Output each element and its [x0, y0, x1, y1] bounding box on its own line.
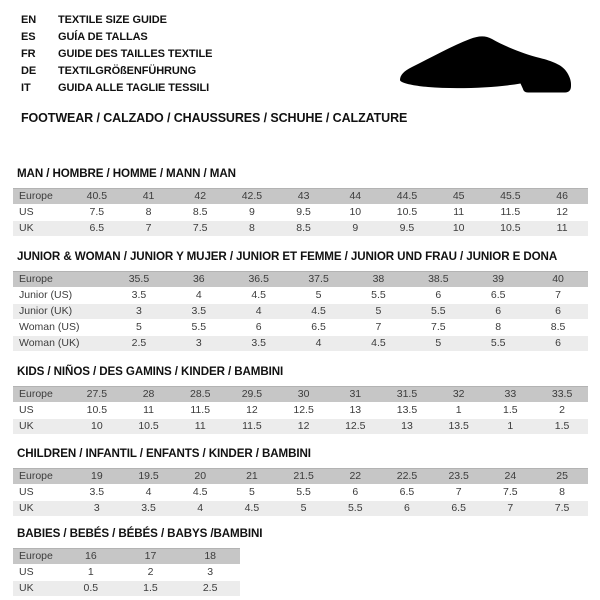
size-cell: 6.5: [71, 221, 123, 236]
size-cell: 7: [375, 321, 382, 333]
size-cell: 5: [136, 321, 142, 333]
size-cell: 4: [145, 486, 152, 498]
size-cell: 7.5: [536, 501, 588, 516]
language-code: FR: [21, 48, 36, 60]
row-label: US: [19, 566, 34, 578]
table-row: [13, 205, 588, 220]
size-cell: 5: [278, 501, 330, 516]
table-row: [13, 221, 588, 236]
size-cell: 45.5: [485, 188, 537, 204]
size-cell: 5.5: [408, 304, 468, 319]
size-section: [13, 365, 588, 435]
size-cell: 8: [559, 486, 566, 498]
size-cell: 17: [121, 548, 181, 564]
section-title: CHILDREN / INFANTIL / ENFANTS / KINDER / BAMBINI: [17, 447, 311, 460]
size-section: [13, 447, 588, 517]
size-cell: 1: [485, 419, 537, 434]
size-cell: 32: [433, 386, 485, 402]
size-table: [13, 467, 588, 517]
row-label: US: [19, 404, 34, 416]
size-cell: 6: [435, 289, 442, 301]
table-row: [13, 501, 588, 516]
size-cell: 4.5: [226, 501, 278, 516]
language-code: IT: [21, 82, 31, 94]
size-cell: 40: [528, 271, 588, 287]
size-cell: 7.5: [89, 206, 105, 218]
size-table: [13, 385, 588, 435]
size-cell: 0.5: [61, 581, 121, 596]
section-title: JUNIOR & WOMAN / JUNIOR Y MUJER / JUNIOR ET FEMME / JUNIOR UND FRAU / JUNIOR E DONA: [17, 250, 558, 263]
row-label: UK: [13, 581, 61, 596]
size-table: [13, 187, 588, 237]
size-cell: 3.5: [229, 336, 289, 351]
size-cell: 38.5: [408, 271, 468, 287]
size-cell: 3.5: [89, 486, 105, 498]
size-cell: 9: [329, 221, 381, 236]
size-cell: 23.5: [433, 468, 485, 484]
size-cell: 4.5: [192, 486, 208, 498]
size-cell: 44.5: [381, 188, 433, 204]
size-cell: 1.5: [121, 581, 181, 596]
size-cell: 5.5: [468, 336, 528, 351]
size-cell: 6.5: [399, 486, 415, 498]
size-cell: 1: [455, 404, 462, 416]
size-cell: 8: [145, 206, 152, 218]
size-cell: 7: [555, 289, 561, 301]
size-cell: 35.5: [109, 271, 169, 287]
size-cell: 8.5: [192, 206, 208, 218]
size-section: [13, 527, 588, 597]
category-line: FOOTWEAR / CALZADO / CHAUSSURES / SCHUHE / CALZATURE: [21, 111, 408, 125]
size-cell: 12.5: [329, 419, 381, 434]
language-code: EN: [21, 14, 37, 26]
size-cell: 11.5: [500, 206, 521, 218]
size-cell: 10.5: [396, 206, 418, 218]
size-cell: 28.5: [174, 386, 226, 402]
table-row: [13, 304, 588, 319]
size-section: [13, 250, 588, 352]
size-cell: 10: [71, 419, 123, 434]
row-label: Woman (UK): [13, 336, 109, 351]
row-label: Junior (UK): [13, 304, 109, 319]
size-cell: 1.5: [536, 419, 588, 434]
size-cell: 37.5: [289, 271, 349, 287]
size-cell: 5: [315, 289, 322, 301]
size-cell: 2: [559, 404, 566, 416]
size-cell: 10: [349, 206, 362, 218]
size-cell: 5: [248, 486, 255, 498]
size-cell: 6: [468, 304, 528, 319]
size-cell: 7.5: [431, 321, 446, 333]
size-cell: 4.5: [349, 336, 409, 351]
size-cell: 6.5: [311, 321, 326, 333]
size-cell: 8.5: [550, 321, 566, 333]
table-row: [13, 320, 588, 335]
size-cell: 5.5: [329, 501, 381, 516]
table-row: [13, 403, 588, 418]
size-cell: 4.5: [251, 289, 266, 301]
size-cell: 33: [485, 386, 537, 402]
row-label: Europe: [13, 271, 109, 287]
row-label: Europe: [13, 468, 71, 484]
language-title: TEXTILGRÖßENFÜHRUNG: [58, 65, 197, 77]
size-cell: 28: [123, 386, 175, 402]
size-cell: 6: [381, 501, 433, 516]
size-cell: 31.5: [381, 386, 433, 402]
row-label: US: [19, 486, 34, 498]
size-cell: 12: [246, 404, 258, 416]
size-cell: 22.5: [381, 468, 433, 484]
size-cell: 4: [195, 289, 202, 301]
size-cell: 3: [207, 566, 214, 578]
size-cell: 42.5: [226, 188, 278, 204]
size-cell: 8.5: [278, 221, 330, 236]
table-row: [13, 419, 588, 434]
size-cell: 8: [226, 221, 278, 236]
row-label: Junior (US): [19, 289, 73, 301]
size-cell: 27.5: [71, 386, 123, 402]
size-cell: 1.5: [503, 404, 518, 416]
size-cell: 3: [71, 501, 123, 516]
size-cell: 6: [255, 321, 262, 333]
language-code: DE: [21, 65, 37, 77]
size-cell: 3: [169, 336, 229, 351]
size-cell: 13.5: [433, 419, 485, 434]
size-cell: 7.5: [503, 486, 518, 498]
size-cell: 13: [381, 419, 433, 434]
table-row: [13, 386, 588, 402]
section-title: BABIES / BEBÉS / BÉBÉS / BABYS /BAMBINI: [17, 527, 263, 540]
size-cell: 3.5: [131, 289, 147, 301]
size-cell: 7: [123, 221, 175, 236]
size-cell: 33.5: [536, 386, 588, 402]
size-section: [13, 167, 588, 237]
size-cell: 43: [278, 188, 330, 204]
size-cell: 10.5: [123, 419, 175, 434]
shoe-icon: [398, 34, 578, 98]
size-cell: 21.5: [278, 468, 330, 484]
size-cell: 5: [349, 304, 409, 319]
size-cell: 30: [278, 386, 330, 402]
size-cell: 4: [289, 336, 349, 351]
row-label: Woman (US): [19, 321, 80, 333]
size-cell: 6.5: [433, 501, 485, 516]
section-title: MAN / HOMBRE / HOMME / MANN / MAN: [17, 167, 236, 180]
size-cell: 40.5: [71, 188, 123, 204]
size-cell: 18: [180, 548, 240, 564]
size-cell: 10.5: [485, 221, 537, 236]
size-cell: 12: [278, 419, 330, 434]
language-title: GUIDA ALLE TAGLIE TESSILI: [58, 82, 210, 94]
size-cell: 11: [453, 206, 465, 218]
size-cell: 7: [485, 501, 537, 516]
size-tables: [13, 167, 588, 597]
size-cell: 39: [468, 271, 528, 287]
size-cell: 9.5: [381, 221, 433, 236]
size-cell: 7.5: [174, 221, 226, 236]
table-row: [13, 468, 588, 484]
size-cell: 20: [174, 468, 226, 484]
size-cell: 41: [123, 188, 175, 204]
size-cell: 5.5: [371, 289, 386, 301]
size-cell: 2.5: [109, 336, 169, 351]
size-cell: 4: [174, 501, 226, 516]
size-cell: 36.5: [229, 271, 289, 287]
table-row: [13, 565, 240, 580]
size-cell: 4.5: [289, 304, 349, 319]
size-cell: 8: [495, 321, 502, 333]
size-cell: 42: [174, 188, 226, 204]
table-row: [13, 485, 588, 500]
size-cell: 11: [174, 419, 226, 434]
size-cell: 31: [329, 386, 381, 402]
row-label: UK: [13, 501, 71, 516]
size-cell: 12.5: [293, 404, 314, 416]
size-cell: 6: [352, 486, 359, 498]
table-row: [13, 188, 588, 204]
table-row: [13, 288, 588, 303]
size-cell: 22: [329, 468, 381, 484]
language-title: GUÍA DE TALLAS: [58, 31, 148, 43]
row-label: Europe: [13, 188, 71, 204]
table-row: [13, 336, 588, 351]
size-cell: 6.5: [490, 289, 506, 301]
size-cell: 29.5: [226, 386, 278, 402]
size-cell: 21: [226, 468, 278, 484]
size-cell: 7: [455, 486, 462, 498]
shoe-silhouette: [398, 34, 578, 98]
size-cell: 9.5: [296, 206, 311, 218]
size-cell: 6: [528, 304, 588, 319]
language-code: ES: [21, 31, 36, 43]
size-cell: 13: [349, 404, 362, 416]
size-cell: 3.5: [169, 304, 229, 319]
size-cell: 46: [536, 188, 588, 204]
row-label: US: [19, 206, 34, 218]
size-cell: 2: [147, 566, 154, 578]
size-cell: 25: [536, 468, 588, 484]
size-cell: 10: [433, 221, 485, 236]
size-cell: 19.5: [123, 468, 175, 484]
size-cell: 9: [248, 206, 255, 218]
size-cell: 44: [329, 188, 381, 204]
size-cell: 12: [556, 206, 568, 218]
size-cell: 5.5: [191, 321, 207, 333]
language-title: TEXTILE SIZE GUIDE: [58, 14, 167, 26]
row-label: Europe: [13, 548, 61, 564]
size-cell: 3.5: [123, 501, 175, 516]
size-cell: 11: [536, 221, 588, 236]
size-cell: 10.5: [86, 404, 108, 416]
size-cell: 45: [433, 188, 485, 204]
size-cell: 3: [109, 304, 169, 319]
size-cell: 11.5: [190, 404, 211, 416]
language-row: [13, 12, 588, 29]
size-cell: 24: [485, 468, 537, 484]
size-cell: 5: [408, 336, 468, 351]
language-title: GUIDE DES TAILLES TEXTILE: [58, 48, 213, 60]
size-cell: 2.5: [180, 581, 240, 596]
row-label: UK: [13, 221, 71, 236]
size-cell: 36: [169, 271, 229, 287]
size-cell: 38: [349, 271, 409, 287]
table-row: [13, 548, 240, 564]
size-cell: 1: [87, 566, 94, 578]
size-cell: 11.5: [226, 419, 278, 434]
size-table: [13, 547, 240, 597]
size-cell: 5.5: [296, 486, 311, 498]
table-row: [13, 581, 240, 596]
size-table: [13, 270, 588, 352]
size-cell: 16: [61, 548, 121, 564]
table-row: [13, 271, 588, 287]
row-label: Europe: [13, 386, 71, 402]
size-cell: 6: [528, 336, 588, 351]
size-cell: 11: [143, 404, 154, 416]
size-cell: 4: [229, 304, 289, 319]
row-label: UK: [13, 419, 71, 434]
section-title: KIDS / NIÑOS / DES GAMINS / KINDER / BAMBINI: [17, 365, 284, 378]
size-cell: 19: [71, 468, 123, 484]
size-cell: 13.5: [396, 404, 418, 416]
